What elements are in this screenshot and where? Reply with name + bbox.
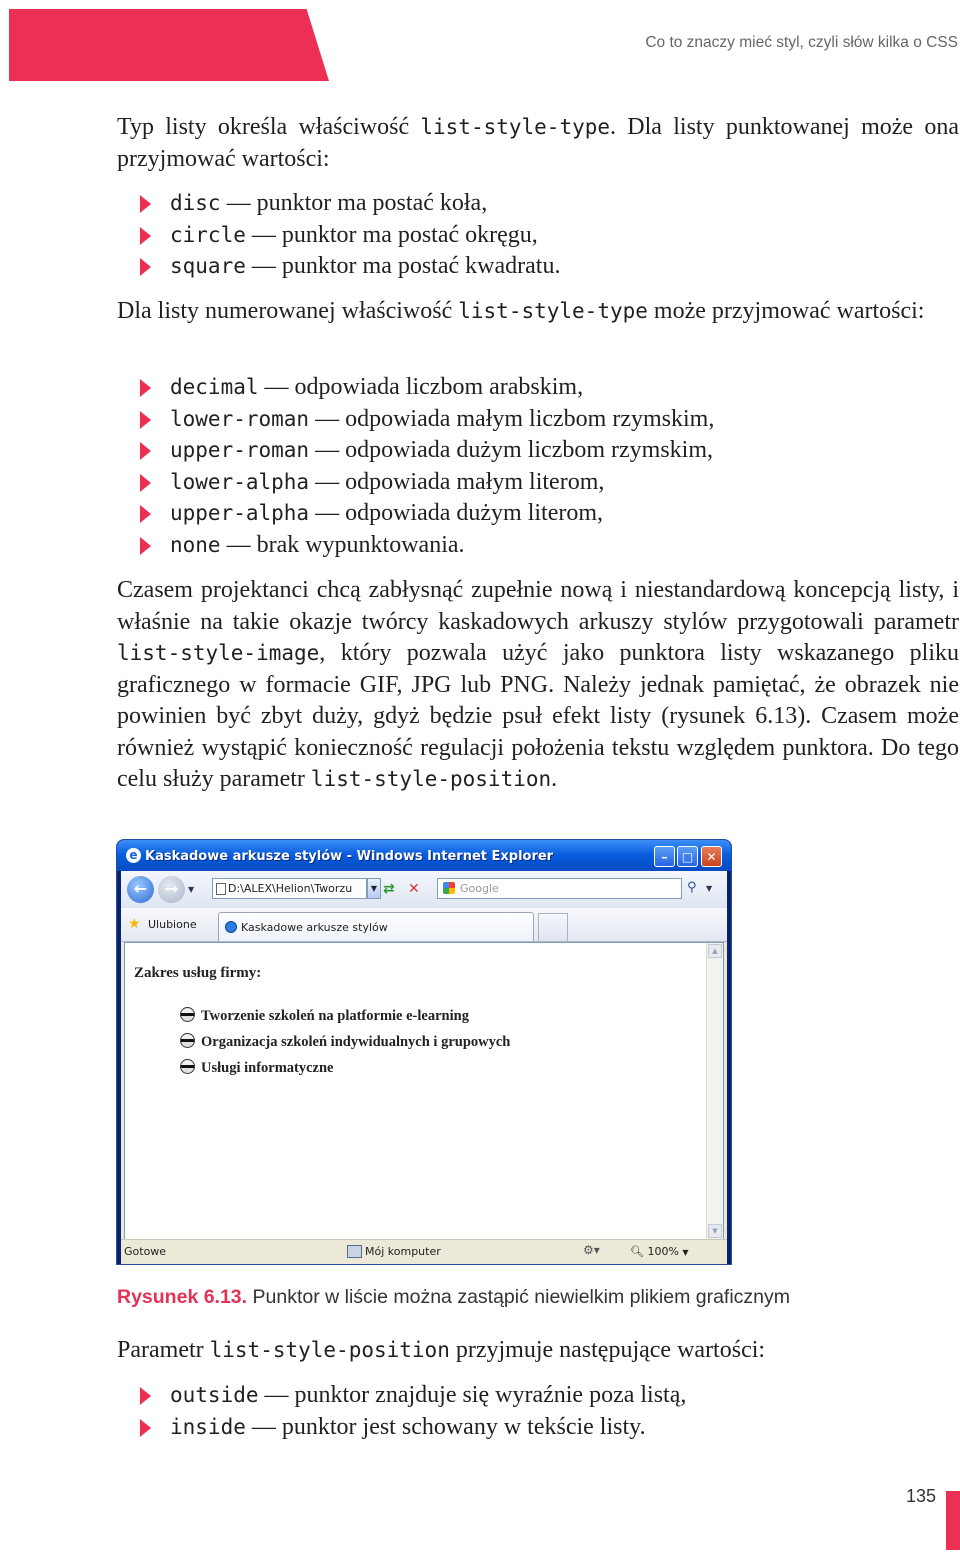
scroll-up-icon: ▲ [708,944,722,958]
star-icon: ★ [128,916,141,932]
list-item-text: Usługi informatyczne [201,1060,334,1076]
list-item [117,404,959,436]
scroll-down-icon: ▼ [708,1224,722,1238]
list-item-text: — odpowiada liczbom arabskim, [258,374,584,400]
p3-code-2: list-style-position [310,767,552,791]
list-item [117,372,959,404]
search-icon: ⚲ [687,880,697,895]
page-number: 135 [905,1486,936,1506]
image-bullet-icon [180,1007,195,1022]
list-item-text: — odpowiada małym liczbom rzymskim, [309,405,715,432]
list-item [180,1055,510,1081]
tab-label: Kaskadowe arkusze stylów [241,921,388,934]
list-item [117,530,959,562]
list-item-text: — punktor ma postać koła, [220,190,488,216]
list-item [117,220,959,252]
status-text: Gotowe [124,1245,167,1258]
zoom-level [630,1245,689,1258]
triangle-bullet-icon [140,195,151,213]
list-item-code: circle [170,222,246,247]
triangle-bullet-icon [140,227,151,245]
zoom-dropdown-icon: ▼ [682,1248,689,1257]
list-item-code: lower-alpha [170,469,310,494]
back-arrow-icon: ← [127,876,154,903]
p3-text-1: Czasem projektanci chcą zabłysnąć zupełnie nową i niestandardową koncepcją listy, i właśnie na takie okazje twórcy kaskadowych arkuszy stylów przygotowali parametr [117,577,959,635]
ie-logo-icon: e [126,848,141,863]
bullet-list-2 [117,372,959,561]
triangle-bullet-icon [140,505,151,523]
new-tab-button [538,913,568,941]
title-bar [117,840,731,871]
maximize-icon: □ [677,846,698,867]
list-item-code: upper-roman [170,438,310,462]
services-list [180,1003,510,1081]
caption-text: Punktor w liście można zastąpić niewielkim plikiem graficznym [247,1286,791,1308]
list-item [180,1029,510,1055]
p1-text-1: Typ listy określa właściwość [117,114,421,140]
forward-arrow-icon: → [158,876,185,903]
list-item [117,435,959,467]
list-item [117,498,959,530]
p4-text-2: przyjmuje następujące wartości: [449,1337,766,1363]
p2-text-1: Dla listy numerowanej właściwość [117,298,459,324]
list-item [180,1003,510,1029]
p3-text-3: . [551,766,558,792]
header-band [9,9,329,81]
paragraph-1 [117,112,959,175]
google-logo-icon [443,882,455,894]
list-item-text: — punktor znajduje się wyraźnie poza listą, [258,1382,687,1408]
triangle-bullet-icon [140,442,151,460]
list-item-text: Organizacja szkoleń indywidualnych i grupowych [201,1034,511,1050]
list-item-text: — brak wypunktowania. [220,531,465,558]
running-head: Co to znaczy mieć styl, czyli słów kilka o CSS [645,34,958,51]
list-item-text: — punktor ma postać okręgu, [245,221,538,248]
page-number-bar [946,1491,960,1550]
p2-code: list-style-type [458,299,648,323]
refresh-icon: ⇄ [383,881,395,897]
search-placeholder: Google [460,882,499,895]
paragraph-3 [117,575,959,796]
security-zone: Mój komputer [347,1245,441,1258]
list-item [117,467,959,499]
browser-screenshot [117,840,731,1264]
list-item-code: inside [170,1414,246,1439]
status-bar [121,1239,727,1264]
zoom-value: 100% [647,1245,679,1258]
list-item-text: — odpowiada dużym liczbom rzymskim, [309,437,713,463]
triangle-bullet-icon [140,411,151,429]
list-item-code: lower-roman [170,406,310,431]
p1-text-2: . Dla listy punktowanej może ona przyjmować wartości: [117,114,959,172]
tab-active [218,912,534,941]
page-heading: Zakres usług firmy: [134,965,262,981]
page-viewport [124,942,724,1240]
window-title: Kaskadowe arkusze stylów - Windows Internet Explorer [145,849,554,864]
list-item [117,1380,959,1412]
search-field [437,878,682,899]
paragraph-4 [117,1335,959,1367]
p2-text-2: może przyjmować wartości: [647,298,925,324]
paragraph-2 [117,296,959,328]
stop-icon: ✕ [408,881,420,897]
address-field: D:\ALEX\Helion\Tworzu [212,878,367,899]
list-item-code: decimal [170,375,259,399]
list-item-text: — punktor jest schowany w tekście listy. [245,1413,646,1440]
p3-text-2: , który pozwala użyć jako punktora listy wskazanego pliku graficznego w formacie GIF, JPG lub PNG. Należy jednak pamiętać, że obrazek nie powinien być zbyt duży, gdyż będzie psuł efekt listy (rysunek 6.13). Czasem może również wystąpić konieczność regulacji położenia tekstu względem punktora. Do tego celu służy parametr [117,640,959,792]
triangle-bullet-icon [140,474,151,492]
favorites-bar [121,908,727,942]
address-dropdown-icon: ▼ [367,878,381,899]
p1-code: list-style-type [420,115,611,139]
vertical-scrollbar [706,943,723,1239]
list-item-text: — odpowiada dużym literom, [309,500,604,526]
list-item-text: Tworzenie szkoleń na platformie e-learning [201,1008,469,1024]
favorites-label: Ulubione [148,918,197,931]
navigation-bar [121,871,727,908]
zoom-icon: 🔍︎ [630,1245,644,1258]
figure-caption [117,1286,790,1309]
list-item [117,251,959,283]
p4-code: list-style-position [209,1338,450,1362]
list-item-text: — punktor ma postać kwadratu. [245,253,561,279]
list-item-code: none [170,532,221,557]
p3-code-1: list-style-image [117,641,320,665]
caption-label: Rysunek 6.13. [117,1286,248,1308]
bullet-list-1 [117,188,959,283]
triangle-bullet-icon [140,1387,151,1405]
list-item [117,1412,959,1444]
bullet-list-3 [117,1380,959,1443]
list-item-code: disc [170,191,221,215]
image-bullet-icon [180,1033,195,1048]
list-item-text: — odpowiada małym literom, [309,468,605,495]
protected-mode-icon: ⚙▾ [583,1243,600,1257]
triangle-bullet-icon [140,1419,151,1437]
close-icon: ✕ [701,846,722,867]
list-item-code: upper-alpha [170,501,310,525]
image-bullet-icon [180,1059,195,1074]
triangle-bullet-icon [140,258,151,276]
p4-text-1: Parametr [117,1337,210,1363]
triangle-bullet-icon [140,379,151,397]
triangle-bullet-icon [140,537,151,555]
page-icon [225,921,237,933]
list-item-code: outside [170,1383,259,1407]
list-item-code: square [170,254,246,278]
search-dropdown-icon: ▼ [706,884,713,893]
browser-chrome [121,871,727,1264]
minimize-icon: – [654,846,675,867]
list-item [117,188,959,220]
history-dropdown-icon: ▼ [188,885,195,894]
